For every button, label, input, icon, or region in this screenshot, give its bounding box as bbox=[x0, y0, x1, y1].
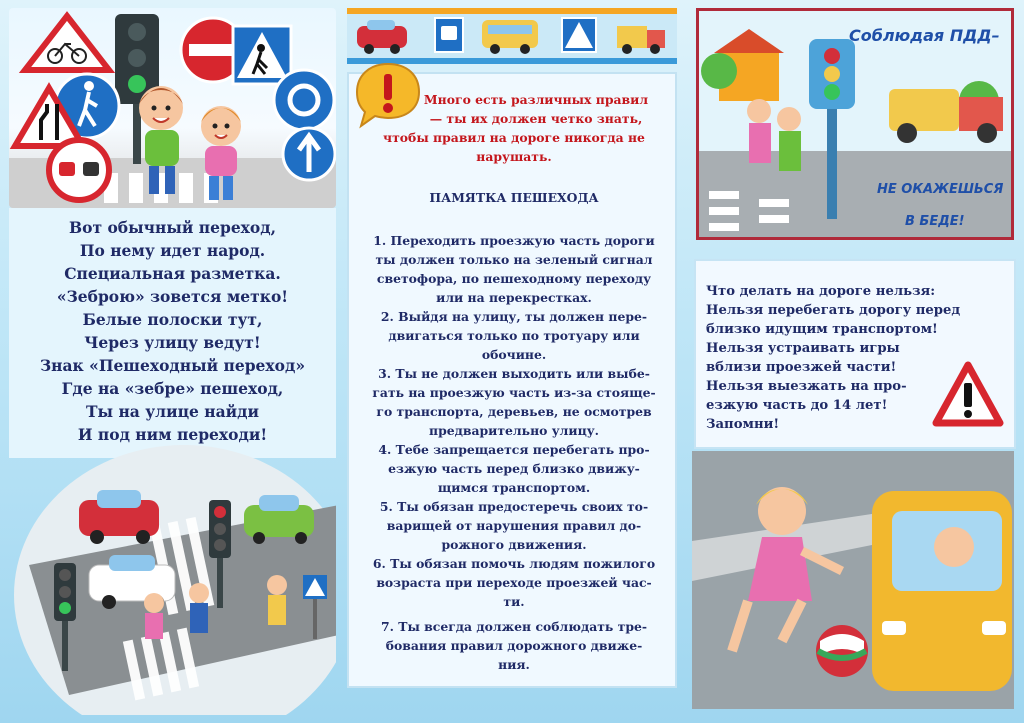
forbidden-line: Нельзя выезжать на про- bbox=[706, 379, 907, 394]
rule-line: 6. Ты обязан помочь людям пожилого bbox=[372, 556, 656, 571]
intro-line: — ты их должен четко знать, bbox=[429, 111, 643, 126]
traffic-rules-banner bbox=[696, 8, 1014, 240]
forbidden-line: Нельзя устраивать игры bbox=[706, 341, 900, 356]
rule-line: возраста при переходе проезжей час- bbox=[376, 575, 652, 590]
ball-icon bbox=[816, 625, 868, 677]
forbidden-line: вблизи проезжей части! bbox=[706, 360, 897, 375]
bus-stop-sign-icon bbox=[435, 18, 463, 52]
poem-block bbox=[9, 208, 336, 458]
rule-line: 1. Переходить проезжую часть дороги bbox=[373, 233, 655, 248]
rule-line: варищей от нарушения правил до- bbox=[386, 518, 642, 533]
forbidden-line: езжую часть до 14 лет! bbox=[706, 398, 888, 413]
poem-line: И под ним переходи! bbox=[77, 425, 268, 444]
rule-line: ты должен только на зеленый сигнал bbox=[375, 252, 653, 267]
crosswalk-sign-icon bbox=[233, 26, 291, 84]
rule-line: обочине. bbox=[481, 347, 547, 362]
poem-line: Специальная разметка. bbox=[64, 264, 281, 283]
road-signs-illustration bbox=[9, 8, 336, 208]
poem-line: «Зеброю» зовется метко! bbox=[56, 287, 289, 306]
banner-bottom-text: НЕ ОКАЖЕШЬСЯ bbox=[877, 182, 1004, 197]
car-icon bbox=[872, 491, 1012, 691]
vehicles-banner bbox=[347, 8, 677, 64]
forbidden-line: Запомни! bbox=[706, 417, 780, 432]
roundabout-sign-icon bbox=[274, 70, 334, 130]
rule-line: го транспорта, деревьев, не осмотрев bbox=[376, 404, 652, 419]
rule-line: щимся транспортом. bbox=[437, 480, 591, 495]
rule-line: гать на проезжую часть из-за стояще- bbox=[372, 385, 656, 400]
rule-line: 3. Ты не должен выходить или выбе- bbox=[378, 366, 650, 381]
poem-line: Вот обычный переход, bbox=[69, 218, 276, 237]
poem-line: Ты на улице найди bbox=[85, 402, 260, 421]
forbidden-line: Нельзя перебегать дорогу перед bbox=[706, 303, 961, 318]
poem-line: Белые полоски тут, bbox=[82, 310, 263, 329]
no-overtaking-sign-icon bbox=[49, 140, 109, 200]
rule-line: предварительно улицу. bbox=[429, 423, 599, 438]
straight-ahead-sign-icon bbox=[283, 128, 335, 180]
rule-line: 7. Ты всегда должен соблюдать тре- bbox=[380, 619, 648, 634]
poem-line: Через улицу ведут! bbox=[84, 333, 261, 352]
rule-line: 4. Тебе запрещается перебегать про- bbox=[378, 442, 650, 457]
warning-sign-icon bbox=[932, 361, 1004, 431]
rule-line: 2. Выйдя на улицу, ты должен пере- bbox=[380, 309, 648, 324]
poem-line: Где на «зебре» пешеход, bbox=[61, 379, 284, 398]
poem-line: По нему идет народ. bbox=[79, 241, 266, 260]
forbidden-line: близко идущим транспортом! bbox=[706, 322, 938, 337]
rule-line: рожного движения. bbox=[441, 537, 587, 552]
banner-top-text: Соблюдая ПДД– bbox=[849, 26, 1000, 45]
ball-on-road-illustration bbox=[692, 451, 1014, 709]
intro-line: Много есть различных правил bbox=[423, 92, 649, 107]
rule-line: светофора, по пешеходному переходу bbox=[376, 271, 652, 286]
pedestrian-memo bbox=[347, 72, 677, 688]
intro-line: чтобы правил на дороге никогда не bbox=[383, 130, 645, 145]
forbidden-line: Что делать на дороге нельзя: bbox=[706, 284, 936, 299]
rule-line: езжую часть перед близко движу- bbox=[388, 461, 640, 476]
intro-line: нарушать. bbox=[476, 149, 552, 164]
poem-line: Знак «Пешеходный переход» bbox=[39, 356, 306, 375]
crosswalk-sign-icon bbox=[562, 18, 596, 52]
crosswalk-scene-illustration bbox=[9, 445, 336, 715]
forbidden-actions-block bbox=[694, 259, 1016, 449]
bicycle-sign-icon bbox=[25, 16, 109, 70]
rule-line: ния. bbox=[498, 657, 530, 672]
rule-line: бования правил дорожного движе- bbox=[385, 638, 643, 653]
banner-bottom-text: В БЕДЕ! bbox=[905, 214, 965, 229]
rule-line: двигаться только по тротуару или bbox=[388, 328, 640, 343]
rule-line: 5. Ты обязан предостеречь своих то- bbox=[379, 499, 649, 514]
rule-line: ти. bbox=[503, 594, 525, 609]
memo-title: ПАМЯТКА ПЕШЕХОДА bbox=[429, 190, 599, 205]
rule-line: или на перекрестках. bbox=[436, 290, 592, 305]
